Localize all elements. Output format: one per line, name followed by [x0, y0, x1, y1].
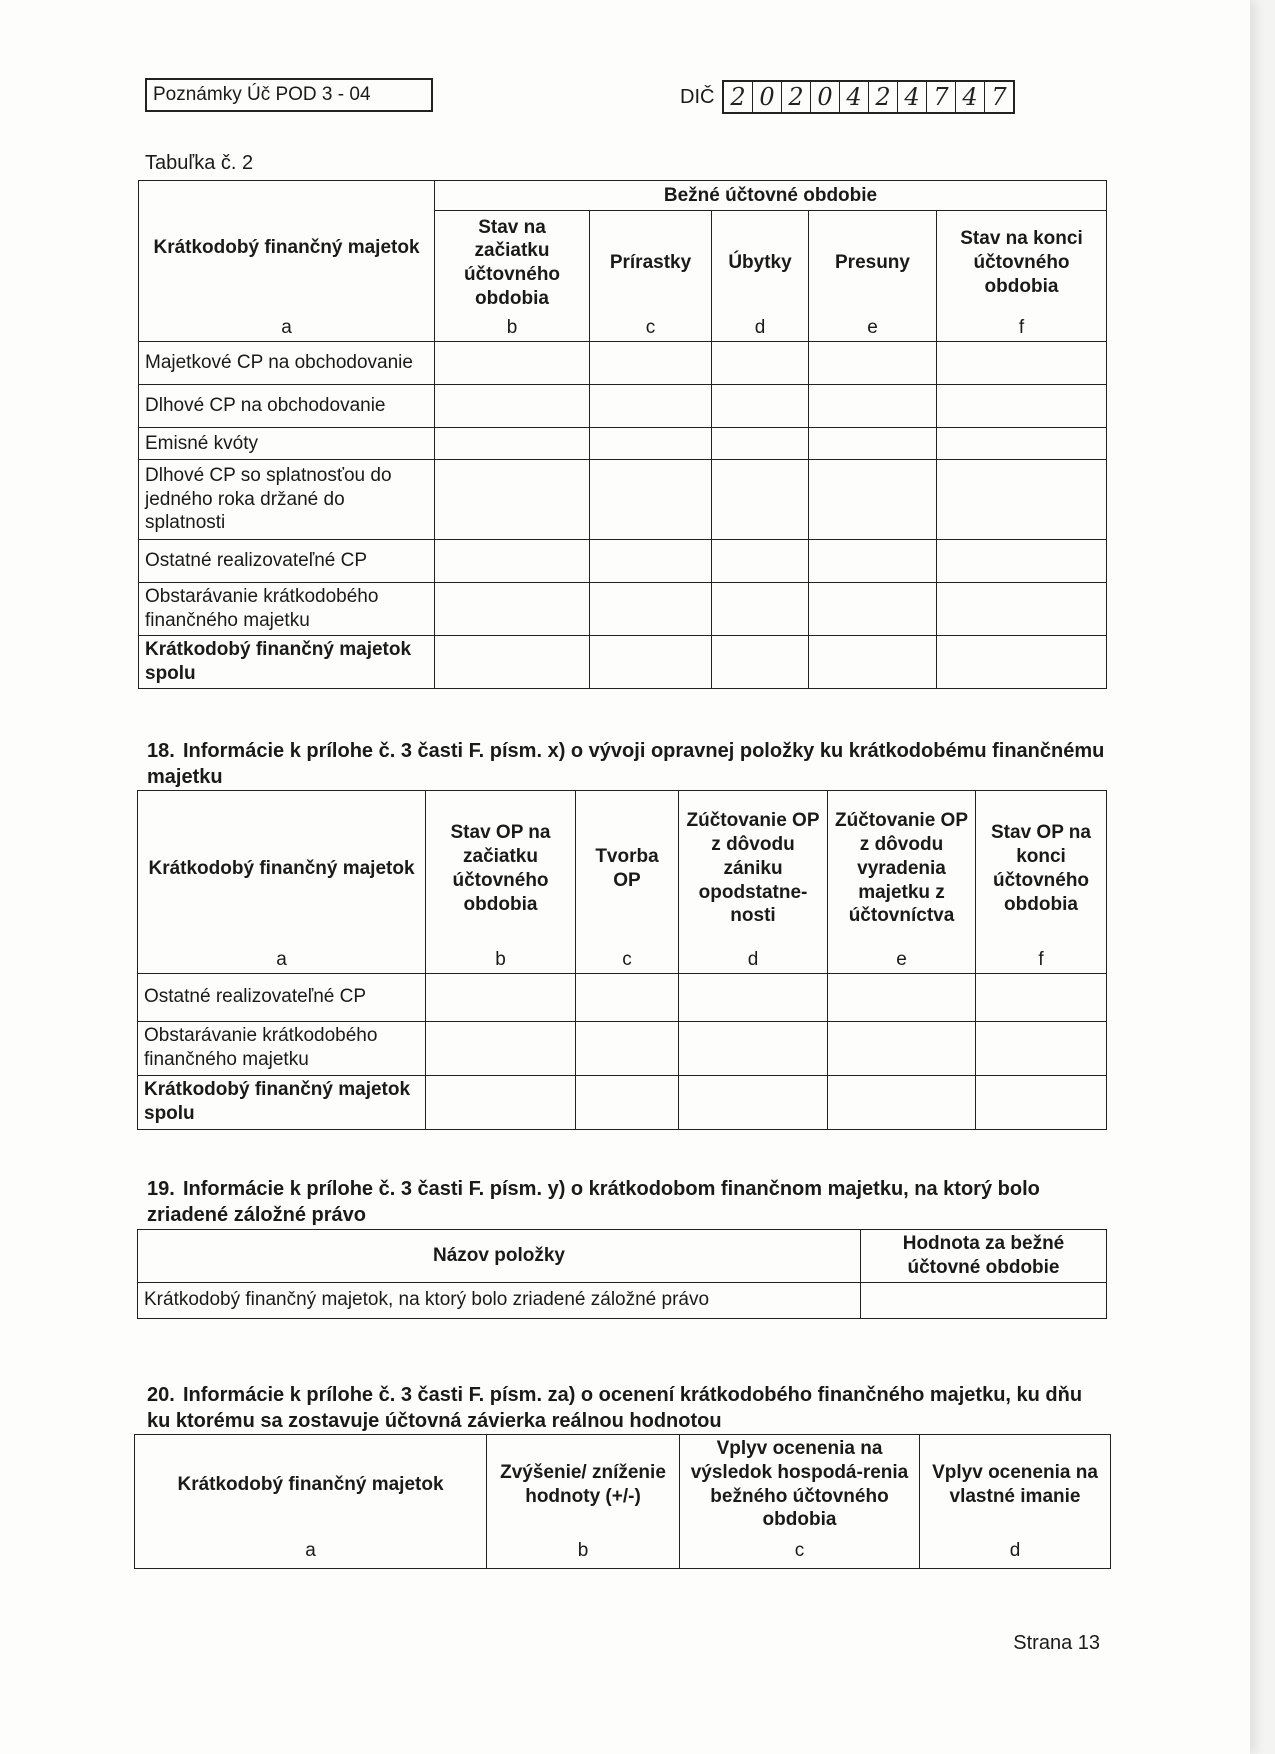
section19-heading — [147, 1176, 1107, 1228]
value-cell[interactable] — [590, 385, 712, 428]
s18-letter-f: f — [976, 947, 1107, 974]
value-cell[interactable] — [937, 460, 1107, 540]
table2-header-b: Stav na začiatku účtovného obdobia — [435, 211, 590, 316]
value-cell[interactable] — [976, 1021, 1107, 1075]
value-cell[interactable] — [937, 583, 1107, 636]
value-cell[interactable] — [590, 540, 712, 583]
value-cell[interactable] — [712, 385, 809, 428]
value-cell[interactable] — [976, 1075, 1107, 1129]
value-cell[interactable] — [937, 385, 1107, 428]
value-cell[interactable] — [809, 342, 937, 385]
value-cell[interactable] — [937, 636, 1107, 689]
dic-digit: 2 — [782, 82, 811, 112]
value-cell[interactable] — [435, 342, 590, 385]
table-row — [139, 385, 1107, 428]
s20-letter-d: d — [920, 1534, 1111, 1568]
row-label: Krátkodobý finančný majetok, na ktorý bolo zriadené záložné právo — [138, 1282, 861, 1318]
dic-digit: 7 — [991, 83, 1007, 111]
value-cell[interactable] — [435, 460, 590, 540]
value-cell[interactable] — [809, 385, 937, 428]
document-id-box: Poznámky Úč POD 3 - 04 — [145, 78, 433, 112]
s19-header-name: Názov položky — [138, 1230, 861, 1283]
dic-digit: 0 — [811, 82, 840, 112]
value-cell[interactable] — [937, 428, 1107, 460]
value-cell[interactable] — [590, 428, 712, 460]
dic-digit: 0 — [753, 82, 782, 112]
row-label: Majetkové CP na obchodovanie — [139, 342, 435, 385]
value-cell[interactable] — [679, 973, 828, 1021]
dic-digit: 7 — [927, 82, 956, 112]
value-cell[interactable] — [576, 1021, 679, 1075]
value-cell[interactable] — [809, 460, 937, 540]
section19-number: 19. — [147, 1178, 175, 1200]
table2-header-c: Prírastky — [590, 211, 712, 316]
value-cell[interactable] — [828, 1021, 976, 1075]
row-label: Ostatné realizovateľné CP — [138, 973, 426, 1021]
s18-letter-e: e — [828, 947, 976, 974]
value-cell[interactable] — [828, 973, 976, 1021]
section20-number: 20. — [147, 1384, 175, 1406]
total-row-label: Krátkodobý finančný majetok spolu — [138, 1075, 426, 1129]
table2-label: Tabuľka č. 2 — [145, 152, 254, 174]
value-cell[interactable] — [435, 583, 590, 636]
value-cell[interactable] — [976, 973, 1107, 1021]
value-cell[interactable] — [576, 1075, 679, 1129]
row-label: Emisné kvóty — [139, 428, 435, 460]
value-cell[interactable] — [426, 1075, 576, 1129]
table2-letter-a: a — [139, 315, 435, 342]
value-cell[interactable] — [426, 1021, 576, 1075]
s18-letter-c: c — [576, 947, 679, 974]
value-cell[interactable] — [712, 540, 809, 583]
row-label: Obstarávanie krátkodobého finančného majetku — [138, 1021, 426, 1075]
value-cell[interactable] — [590, 636, 712, 689]
value-cell[interactable] — [426, 973, 576, 1021]
section18-table — [137, 790, 1107, 1130]
table2-letter-b: b — [435, 315, 590, 342]
table2-header-d: Úbytky — [712, 211, 809, 316]
value-cell[interactable] — [679, 1075, 828, 1129]
table-row — [139, 428, 1107, 460]
table-total-row — [139, 636, 1107, 689]
value-cell[interactable] — [590, 583, 712, 636]
dic-label: DIČ — [680, 86, 715, 108]
dic-digit: 4 — [840, 82, 869, 112]
table-row — [138, 1282, 1107, 1318]
total-row-label: Krátkodobý finančný majetok spolu — [139, 636, 435, 689]
s18-header-d: Zúčtovanie OP z dôvodu zániku opodstatne-nosti — [679, 791, 828, 947]
page-number: Strana 13 — [1013, 1632, 1100, 1654]
row-label: Obstarávanie krátkodobého finančného majetku — [139, 583, 435, 636]
value-cell[interactable] — [435, 540, 590, 583]
section19-title: Informácie k prílohe č. 3 časti F. písm. y) o krátkodobom finančnom majetku, na ktorý bolo zriadené záložné právo — [147, 1178, 1040, 1226]
section18-heading — [147, 738, 1107, 790]
section20-heading — [147, 1382, 1107, 1434]
value-cell[interactable] — [809, 540, 937, 583]
row-label: Dlhové CP so splatnosťou do jedného roka držané do splatnosti — [139, 460, 435, 540]
value-cell[interactable] — [937, 342, 1107, 385]
section20-title: Informácie k prílohe č. 3 časti F. písm. za) o ocenení krátkodobého finančného majetku, ku dňu ku ktorému sa zostavuje účtovná závierka reálnou hodnotou — [147, 1384, 1083, 1432]
value-cell[interactable] — [712, 460, 809, 540]
value-cell[interactable] — [712, 583, 809, 636]
value-cell[interactable] — [712, 342, 809, 385]
table-row — [139, 460, 1107, 540]
table-row — [139, 342, 1107, 385]
s18-header-c: Tvorba OP — [576, 791, 679, 947]
s20-header-d: Vplyv ocenenia na vlastné imanie — [920, 1435, 1111, 1535]
table-row — [138, 973, 1107, 1021]
s20-header-a: Krátkodobý finančný majetok — [135, 1435, 487, 1535]
s20-letter-a: a — [135, 1534, 487, 1568]
value-cell[interactable] — [828, 1075, 976, 1129]
table2-letter-e: e — [809, 315, 937, 342]
s20-letter-c: c — [680, 1534, 920, 1568]
s18-header-b: Stav OP na začiatku účtovného obdobia — [426, 791, 576, 947]
s18-letter-b: b — [426, 947, 576, 974]
value-cell[interactable] — [590, 460, 712, 540]
section18-title: Informácie k prílohe č. 3 časti F. písm. x) o vývoji opravnej položky ku krátkodobému finančnému majetku — [147, 740, 1105, 788]
table-total-row — [138, 1075, 1107, 1129]
dic-digit: 2 — [724, 82, 753, 112]
value-cell[interactable] — [435, 636, 590, 689]
s20-header-b: Zvýšenie/ zníženie hodnoty (+/-) — [487, 1435, 680, 1535]
s18-header-f: Stav OP na konci účtovného obdobia — [976, 791, 1107, 947]
section19-table — [137, 1229, 1107, 1319]
table2-header-f: Stav na konci účtovného obdobia — [937, 211, 1107, 316]
value-cell[interactable] — [590, 342, 712, 385]
table2-header-e: Presuny — [809, 211, 937, 316]
table2-header-a: Krátkodobý finančný majetok — [139, 181, 435, 316]
s18-header-a: Krátkodobý finančný majetok — [138, 791, 426, 947]
s19-header-value: Hodnota za bežné účtovné obdobie — [861, 1230, 1107, 1283]
value-cell[interactable] — [809, 636, 937, 689]
value-cell[interactable] — [679, 1021, 828, 1075]
value-cell[interactable] — [809, 583, 937, 636]
value-cell[interactable] — [861, 1282, 1107, 1318]
value-cell[interactable] — [809, 428, 937, 460]
value-cell[interactable] — [576, 973, 679, 1021]
s20-letter-b: b — [487, 1534, 680, 1568]
section18-number: 18. — [147, 740, 175, 762]
s18-letter-a: a — [138, 947, 426, 974]
table2-group-header: Bežné účtovné obdobie — [435, 181, 1107, 211]
table2-letter-d: d — [712, 315, 809, 342]
value-cell[interactable] — [712, 636, 809, 689]
section20-table — [134, 1434, 1111, 1569]
dic-digit: 2 — [869, 82, 898, 112]
table2 — [138, 180, 1107, 689]
table2-letter-c: c — [590, 315, 712, 342]
table-row — [139, 540, 1107, 583]
value-cell[interactable] — [712, 428, 809, 460]
s20-header-c: Vplyv ocenenia na výsledok hospodá-renia bežného účtovného obdobia — [680, 1435, 920, 1535]
value-cell[interactable] — [937, 540, 1107, 583]
s18-header-e: Zúčtovanie OP z dôvodu vyradenia majetku z účtovníctva — [828, 791, 976, 947]
dic-digit: 4 — [898, 82, 927, 112]
value-cell[interactable] — [435, 428, 590, 460]
row-label: Dlhové CP na obchodovanie — [139, 385, 435, 428]
dic-boxes — [722, 80, 1015, 114]
table-row — [138, 1021, 1107, 1075]
row-label: Ostatné realizovateľné CP — [139, 540, 435, 583]
table-row — [139, 583, 1107, 636]
s18-letter-d: d — [679, 947, 828, 974]
value-cell[interactable] — [435, 385, 590, 428]
table2-letter-f: f — [937, 315, 1107, 342]
dic-digit: 4 — [956, 82, 985, 112]
